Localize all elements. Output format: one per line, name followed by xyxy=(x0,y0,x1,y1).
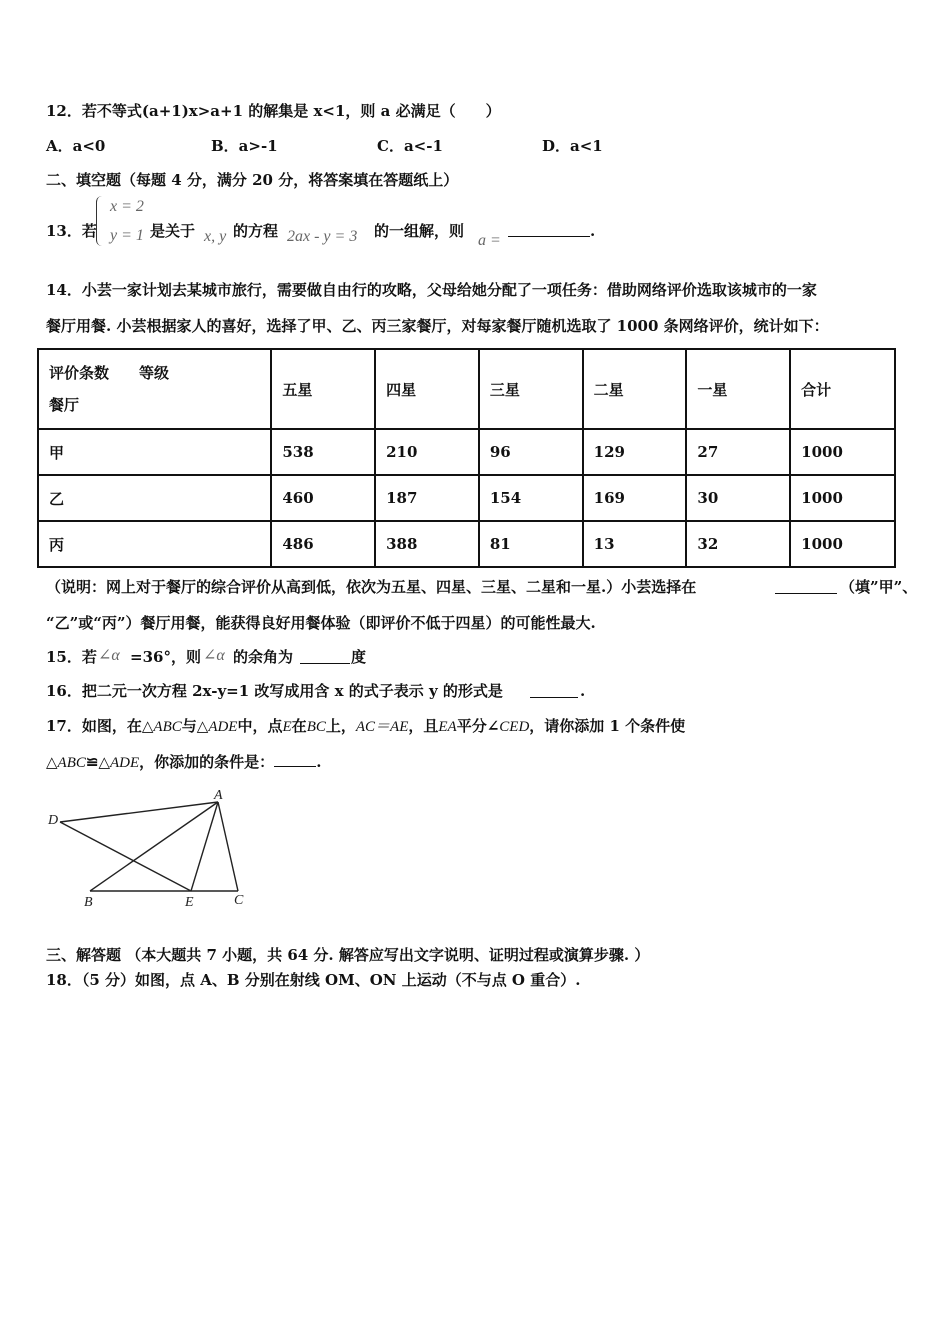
q17-text-c: 中，点 xyxy=(237,717,283,735)
table-corner-cell xyxy=(38,349,271,429)
header-total: 合计 xyxy=(790,349,895,429)
q17-text-f: ，且 xyxy=(408,717,439,735)
q12-option-a: A．a<0 xyxy=(46,137,106,155)
q18-stem: 18．（5 分）如图，点 A、B 分别在射线 OM、ON 上运动（不与点 O 重合）. xyxy=(46,971,581,989)
q17-text-e: 上， xyxy=(325,717,356,735)
q16-b: . xyxy=(580,682,586,700)
table-cell: 13 xyxy=(583,521,687,567)
q17-line-1 xyxy=(46,716,685,737)
table-cell: 154 xyxy=(479,475,583,521)
table-cell: 1000 xyxy=(790,429,895,475)
q17-ced: CED xyxy=(499,719,530,735)
q17-text-2a: △ xyxy=(46,753,58,771)
table-cell: 96 xyxy=(479,429,583,475)
q17-e: E xyxy=(282,719,292,735)
section-3-heading: 三、解答题 （本大题共 7 小题，共 64 分. 解答应写出文字说明、证明过程或演算步骤. ） xyxy=(46,946,650,964)
q17-text-d: 在 xyxy=(291,717,307,735)
q12-option-b: B．a>-1 xyxy=(211,137,278,155)
q17-ade: ADE xyxy=(208,719,238,735)
table-row xyxy=(38,475,895,521)
q13-system-line-2: y = 1 xyxy=(110,227,144,244)
table-header-row xyxy=(38,349,895,429)
header-two-star: 二星 xyxy=(583,349,687,429)
table-cell: 129 xyxy=(583,429,687,475)
q14-note-a: （说明：网上对于餐厅的综合评价从高到低，依次为五星、四星、三星、二星和一星.）小芸选择在 xyxy=(46,578,697,596)
q15-c: 的余角为 xyxy=(233,648,294,666)
q15-a: 15．若 xyxy=(46,648,97,666)
table-cell: 538 xyxy=(271,429,375,475)
q17-text-2b: ≌△ xyxy=(85,753,110,771)
q14-line-2: 餐厅用餐. 小芸根据家人的喜好，选择了甲、乙、丙三家餐厅，对每家餐厅随机选取了 1000 条网络评价，统计如下： xyxy=(46,317,829,335)
row-label: 乙 xyxy=(38,475,271,521)
label-a: A xyxy=(214,788,223,803)
q17-text-2d: . xyxy=(316,753,322,771)
table-cell: 210 xyxy=(375,429,479,475)
q17-ea: EA xyxy=(438,719,457,735)
q17-text-2c: ，你添加的条件是： xyxy=(139,753,275,771)
q13-ask: a = xyxy=(478,232,501,249)
label-e: E xyxy=(185,895,194,910)
table-cell: 1000 xyxy=(790,475,895,521)
q15-b: =36°，则 xyxy=(130,648,201,666)
q13-answer-blank xyxy=(508,222,590,237)
table-cell: 388 xyxy=(375,521,479,567)
q17-answer-blank xyxy=(274,752,316,767)
q12-option-d: D．a<1 xyxy=(542,137,603,155)
rating-table xyxy=(37,348,896,568)
q13-text-2: 的方程 xyxy=(233,222,279,240)
q17-ade-2: ADE xyxy=(110,755,140,771)
q17-bc: BC xyxy=(306,719,326,735)
q17-line-2 xyxy=(46,752,321,773)
q13-system-line-1: x = 2 xyxy=(110,198,144,215)
q13-vars: x, y xyxy=(204,228,227,245)
header-five-star: 五星 xyxy=(271,349,375,429)
q17-text-g: 平分∠ xyxy=(456,717,500,735)
q13-number: 13．若 xyxy=(46,222,97,240)
q13-equation: 2ax - y = 3 xyxy=(287,228,358,245)
table-cell: 169 xyxy=(583,475,687,521)
segment-ea xyxy=(191,802,218,891)
q13-text-1: 是关于 xyxy=(150,222,196,240)
corner-label-restaurant: 餐厅 xyxy=(49,396,80,414)
table-cell: 1000 xyxy=(790,521,895,567)
label-c: C xyxy=(234,893,244,908)
q17-text-a: 17．如图，在△ xyxy=(46,717,154,735)
q17-geometry-figure xyxy=(40,780,260,915)
q16-a: 16．把二元一次方程 2x-y=1 改写成用含 x 的式子表示 y 的形式是 xyxy=(46,682,503,700)
table-cell: 32 xyxy=(686,521,790,567)
q14-answer-blank xyxy=(775,579,837,594)
table-row xyxy=(38,429,895,475)
q17-text-b: 与△ xyxy=(181,717,209,735)
table-cell: 27 xyxy=(686,429,790,475)
q12-option-c: C．a<-1 xyxy=(377,137,443,155)
q15-angle-2: ∠α xyxy=(203,647,225,664)
header-one-star: 一星 xyxy=(686,349,790,429)
table-cell: 460 xyxy=(271,475,375,521)
q16-answer-blank xyxy=(530,683,578,698)
q13-end: . xyxy=(590,222,596,240)
q15-angle: ∠α xyxy=(98,647,120,664)
header-three-star: 三星 xyxy=(479,349,583,429)
section-2-heading: 二、填空题（每题 4 分，满分 20 分，将答案填在答题纸上） xyxy=(46,171,459,189)
q14-note-c: “乙”或“丙”）餐厅用餐，能获得良好用餐体验（即评价不低于四星）的可能性最大. xyxy=(46,614,596,632)
system-brace xyxy=(96,196,105,246)
row-label: 甲 xyxy=(38,429,271,475)
q12-stem: 12．若不等式(a+1)x>a+1 的解集是 x<1，则 a 必满足（ ） xyxy=(46,102,501,120)
q14-note-b: （填”甲”、 xyxy=(840,578,918,596)
label-b: B xyxy=(84,895,93,910)
segment-de xyxy=(60,822,191,891)
q15-answer-blank xyxy=(300,649,350,664)
q17-abc-2: ABC xyxy=(57,755,86,771)
corner-label-grade: 评价条数 等级 xyxy=(49,364,170,382)
table-row xyxy=(38,521,895,567)
q17-text-h: ，请你添加 1 个条件使 xyxy=(529,717,686,735)
table-cell: 81 xyxy=(479,521,583,567)
table-cell: 486 xyxy=(271,521,375,567)
q17-ac-ae: AC＝AE xyxy=(355,719,409,735)
row-label: 丙 xyxy=(38,521,271,567)
table-cell: 187 xyxy=(375,475,479,521)
table-cell: 30 xyxy=(686,475,790,521)
label-d: D xyxy=(48,813,59,828)
q17-abc: ABC xyxy=(153,719,182,735)
q15-d: 度 xyxy=(351,648,367,666)
segment-ca xyxy=(218,802,238,891)
q13-text-3: 的一组解，则 xyxy=(374,222,465,240)
q14-line-1: 14．小芸一家计划去某城市旅行，需要做自由行的攻略，父母给她分配了一项任务：借助网络评价选取该城市的一家 xyxy=(46,281,817,299)
header-four-star: 四星 xyxy=(375,349,479,429)
